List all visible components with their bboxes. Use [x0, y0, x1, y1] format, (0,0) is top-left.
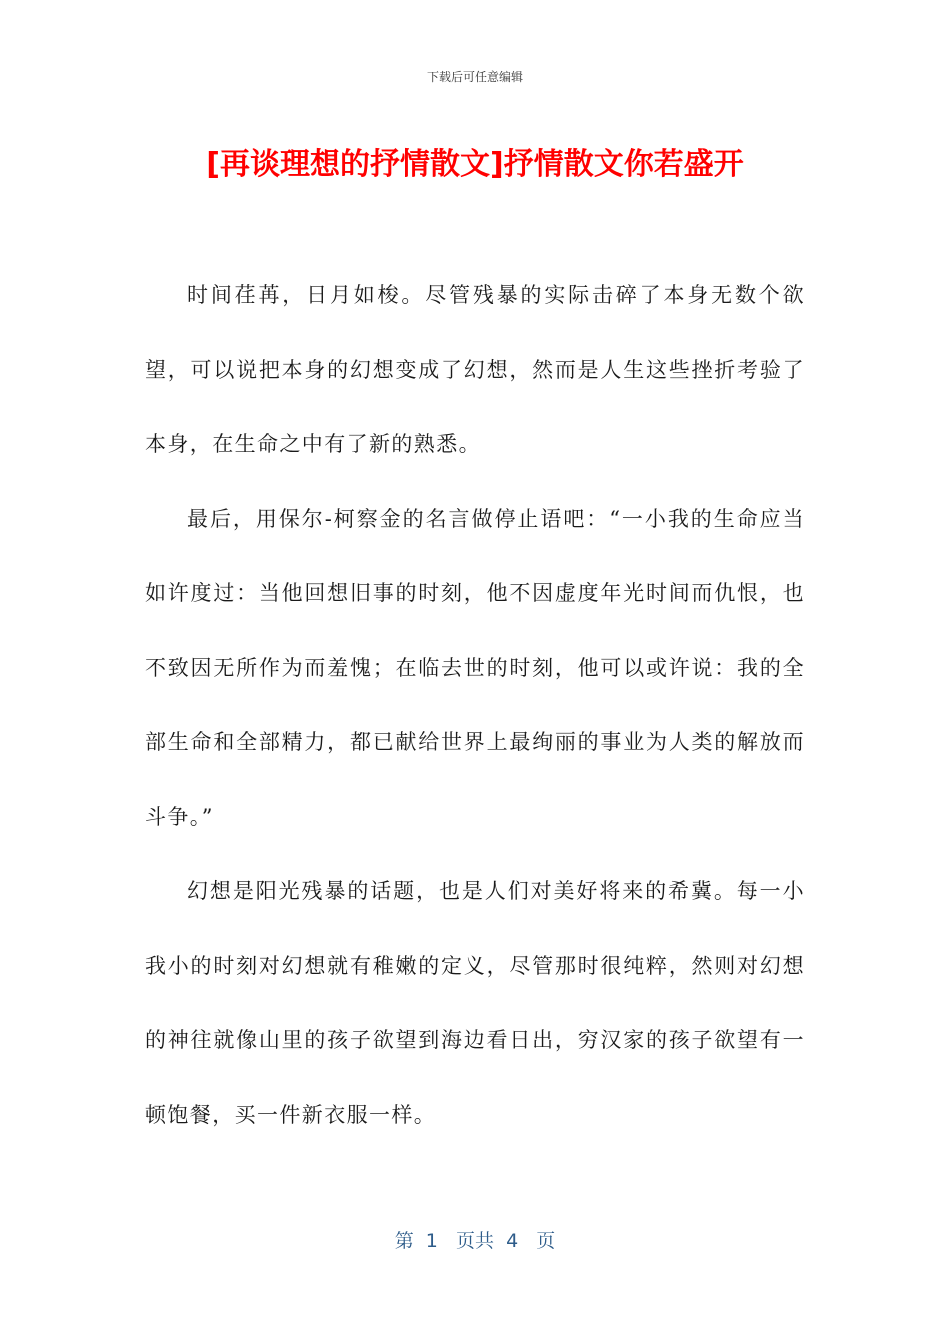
document-title: [再谈理想的抒情散文]抒情散文你若盛开 — [206, 147, 744, 182]
paragraph: 最后，用保尔-柯察金的名言做停止语吧：“一小我的生命应当如许度过：当他回想旧事的时刻，他不因虚度年光时间而仇恨，也不致因无所作为而羞愧；在临去世的时刻，他可以或许说：我的全部生命和全部精力，都已献给世界上最绚丽的事业为人类的解放而斗争。” — [145, 506, 805, 829]
document-body — [145, 258, 805, 1152]
header-note: 下载后可任意编辑 — [426, 70, 523, 84]
paragraph: 幻想是阳光残暴的话题，也是人们对美好将来的希冀。每一小我小的时刻对幻想就有稚嫩的定义，尽管那时很纯粹，然则对幻想的神往就像山里的孩子欲望到海边看日出，穷汉家的孩子欲望有一顿饱餐，买一件新衣服一样。 — [145, 879, 805, 1127]
page-number-footer: 第 1 页共 4 页 — [394, 1230, 556, 1252]
paragraph: 时间荏苒，日月如梭。尽管残暴的实际击碎了本身无数个欲望，可以说把本身的幻想变成了幻想，然而是人生这些挫折考验了本身，在生命之中有了新的熟悉。 — [145, 283, 805, 456]
